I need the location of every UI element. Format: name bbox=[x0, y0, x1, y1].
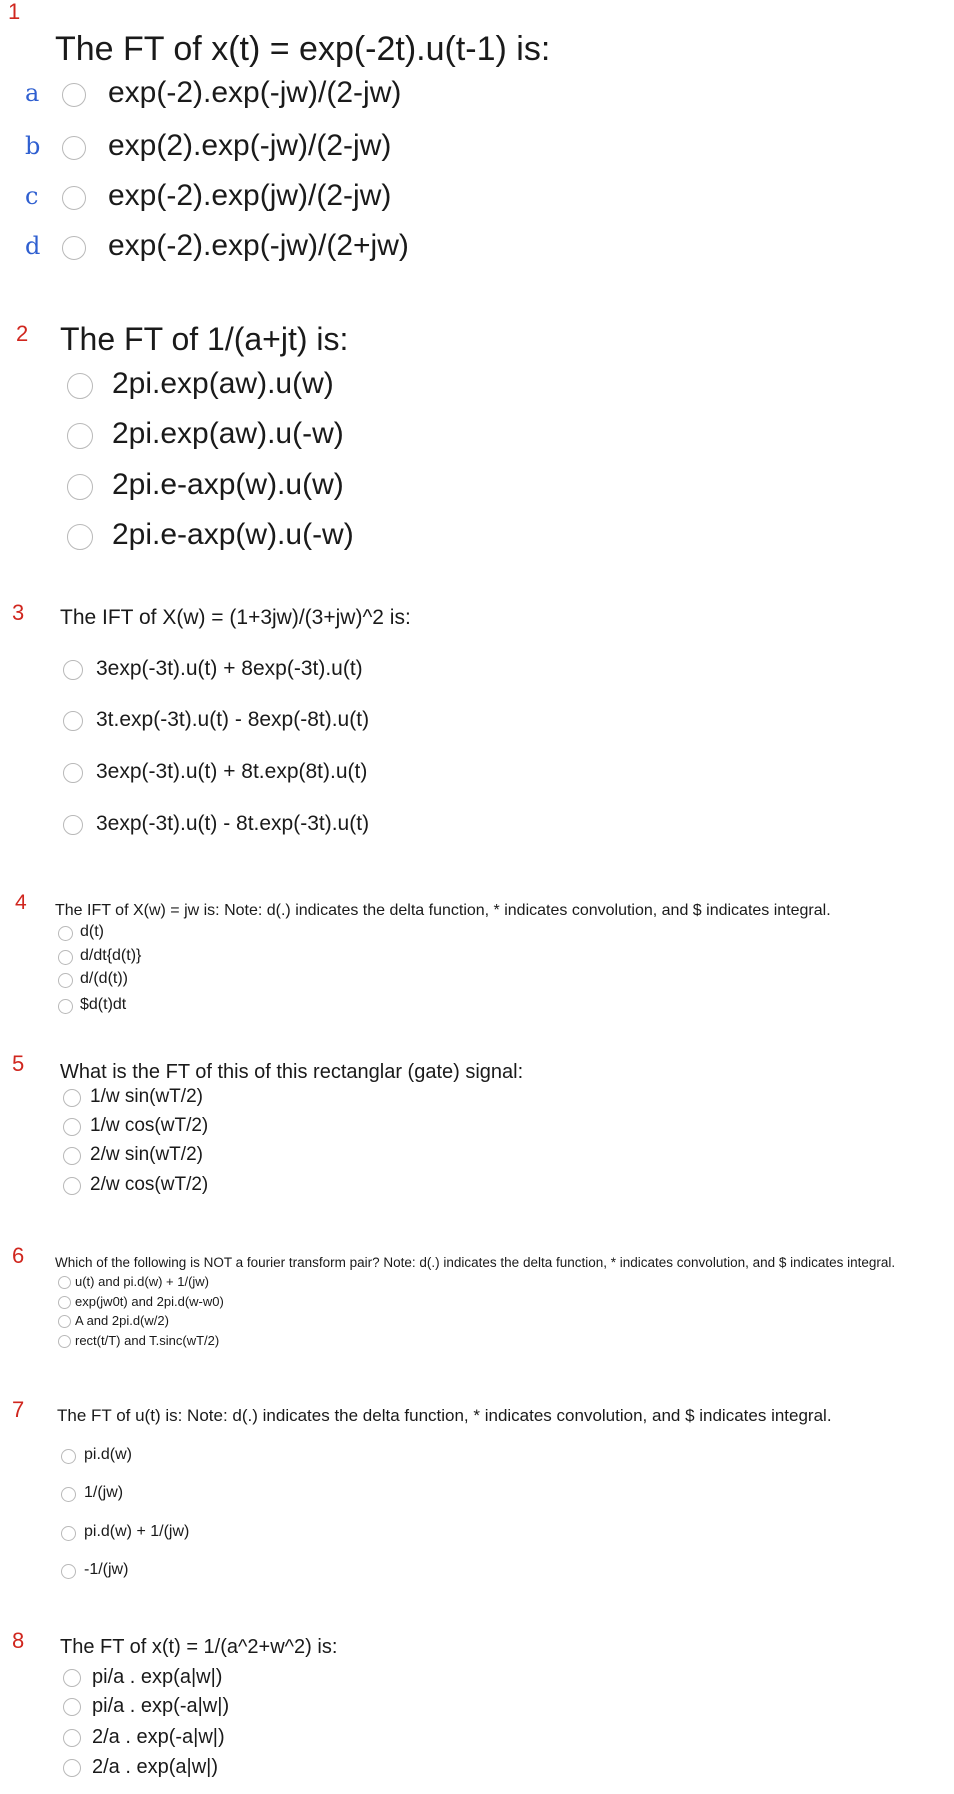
option-label[interactable]: 2/a . exp(-a|w|) bbox=[92, 1725, 225, 1748]
radio-button[interactable] bbox=[58, 1296, 71, 1309]
radio-button[interactable] bbox=[58, 1315, 71, 1328]
radio-button[interactable] bbox=[63, 1118, 81, 1136]
radio-button[interactable] bbox=[63, 660, 83, 680]
option-label[interactable]: 2/w sin(wT/2) bbox=[90, 1144, 203, 1166]
question-text: What is the FT of this of this rectanglar (gate) signal: bbox=[60, 1061, 524, 1083]
option-label[interactable]: u(t) and pi.d(w) + 1/(jw) bbox=[75, 1273, 210, 1289]
option-letter: a bbox=[25, 79, 40, 108]
option-label[interactable]: 3exp(-3t).u(t) + 8exp(-3t).u(t) bbox=[96, 656, 363, 680]
option-label[interactable]: 3exp(-3t).u(t) + 8t.exp(8t).u(t) bbox=[96, 759, 368, 783]
radio-button[interactable] bbox=[58, 1276, 71, 1289]
question-number: 3 bbox=[12, 600, 25, 626]
radio-button[interactable] bbox=[62, 83, 86, 107]
option-label[interactable]: 1/w sin(wT/2) bbox=[90, 1086, 203, 1108]
option-label[interactable]: 2pi.e-axp(w).u(-w) bbox=[112, 518, 354, 552]
radio-button[interactable] bbox=[63, 1698, 81, 1716]
option-label[interactable]: 2pi.exp(aw).u(w) bbox=[112, 367, 334, 401]
option-label[interactable]: d(t) bbox=[80, 923, 104, 941]
option-label[interactable]: exp(-2).exp(-jw)/(2+jw) bbox=[108, 229, 409, 263]
radio-button[interactable] bbox=[63, 1759, 81, 1777]
radio-button[interactable] bbox=[63, 763, 83, 783]
question-number: 2 bbox=[16, 321, 29, 347]
question-number: 4 bbox=[15, 891, 27, 915]
option-label[interactable]: 2/a . exp(a|w|) bbox=[92, 1755, 218, 1778]
option-label[interactable]: 1/w cos(wT/2) bbox=[90, 1115, 209, 1137]
option-label[interactable]: exp(-2).exp(jw)/(2-jw) bbox=[108, 179, 392, 213]
option-label[interactable]: d/dt{d(t)} bbox=[80, 947, 142, 965]
radio-button[interactable] bbox=[61, 1526, 76, 1541]
question-number: 1 bbox=[8, 0, 21, 25]
radio-button[interactable] bbox=[67, 474, 93, 500]
option-label[interactable]: A and 2pi.d(w/2) bbox=[75, 1312, 169, 1328]
option-label[interactable]: $d(t)dt bbox=[80, 996, 127, 1014]
option-label[interactable]: -1/(jw) bbox=[84, 1561, 129, 1579]
question-number: 7 bbox=[12, 1397, 25, 1423]
radio-button[interactable] bbox=[58, 950, 73, 965]
option-label[interactable]: exp(2).exp(-jw)/(2-jw) bbox=[108, 129, 392, 163]
radio-button[interactable] bbox=[67, 373, 93, 399]
radio-button[interactable] bbox=[63, 1669, 81, 1687]
question-text: The IFT of X(w) = jw is: Note: d(.) indicates the delta function, * indicates convolution, and $ indicates integral. bbox=[55, 902, 831, 920]
radio-button[interactable] bbox=[58, 926, 73, 941]
option-letter: b bbox=[25, 132, 41, 161]
radio-button[interactable] bbox=[61, 1564, 76, 1579]
option-label[interactable]: d/(d(t)) bbox=[80, 970, 128, 988]
option-label[interactable]: pi.d(w) bbox=[84, 1446, 133, 1464]
radio-button[interactable] bbox=[62, 136, 86, 160]
radio-button[interactable] bbox=[62, 236, 86, 260]
radio-button[interactable] bbox=[63, 1147, 81, 1165]
question-number: 8 bbox=[12, 1628, 25, 1654]
radio-button[interactable] bbox=[63, 1177, 81, 1195]
option-label[interactable]: 3exp(-3t).u(t) - 8t.exp(-3t).u(t) bbox=[96, 811, 370, 835]
radio-button[interactable] bbox=[61, 1449, 76, 1464]
radio-button[interactable] bbox=[58, 999, 73, 1014]
option-letter: c bbox=[25, 182, 39, 211]
radio-button[interactable] bbox=[63, 1729, 81, 1747]
question-number: 5 bbox=[12, 1051, 25, 1077]
option-label[interactable]: pi.d(w) + 1/(jw) bbox=[84, 1523, 190, 1541]
radio-button[interactable] bbox=[67, 423, 93, 449]
option-label[interactable]: 2pi.e-axp(w).u(w) bbox=[112, 468, 344, 502]
radio-button[interactable] bbox=[63, 1089, 81, 1107]
question-text: The FT of 1/(a+jt) is: bbox=[60, 320, 349, 357]
radio-button[interactable] bbox=[67, 524, 93, 550]
option-label[interactable]: pi/a . exp(-a|w|) bbox=[92, 1694, 230, 1717]
radio-button[interactable] bbox=[62, 186, 86, 210]
radio-button[interactable] bbox=[58, 1335, 71, 1348]
option-label[interactable]: 2pi.exp(aw).u(-w) bbox=[112, 417, 344, 451]
radio-button[interactable] bbox=[61, 1487, 76, 1502]
question-text: The IFT of X(w) = (1+3jw)/(3+jw)^2 is: bbox=[60, 606, 411, 630]
question-text: Which of the following is NOT a fourier transform pair? Note: d(.) indicates the delta function, * indicates convolution, and $ indicates integral. bbox=[55, 1254, 896, 1270]
radio-button[interactable] bbox=[58, 973, 73, 988]
option-label[interactable]: exp(jw0t) and 2pi.d(w-w0) bbox=[75, 1293, 224, 1309]
option-label[interactable]: 3t.exp(-3t).u(t) - 8exp(-8t).u(t) bbox=[96, 707, 370, 731]
question-number: 6 bbox=[12, 1243, 25, 1269]
option-label[interactable]: 1/(jw) bbox=[84, 1484, 124, 1502]
option-label[interactable]: pi/a . exp(a|w|) bbox=[92, 1665, 223, 1688]
radio-button[interactable] bbox=[63, 815, 83, 835]
radio-button[interactable] bbox=[63, 711, 83, 731]
question-text: The FT of x(t) = exp(-2t).u(t-1) is: bbox=[55, 29, 551, 68]
question-text: The FT of x(t) = 1/(a^2+w^2) is: bbox=[60, 1636, 338, 1658]
option-label[interactable]: 2/w cos(wT/2) bbox=[90, 1174, 209, 1196]
question-text: The FT of u(t) is: Note: d(.) indicates the delta function, * indicates convolution, and $ indicates integral. bbox=[57, 1405, 832, 1425]
option-letter: d bbox=[25, 232, 41, 261]
option-label[interactable]: exp(-2).exp(-jw)/(2-jw) bbox=[108, 76, 402, 110]
option-label[interactable]: rect(t/T) and T.sinc(wT/2) bbox=[75, 1332, 220, 1348]
